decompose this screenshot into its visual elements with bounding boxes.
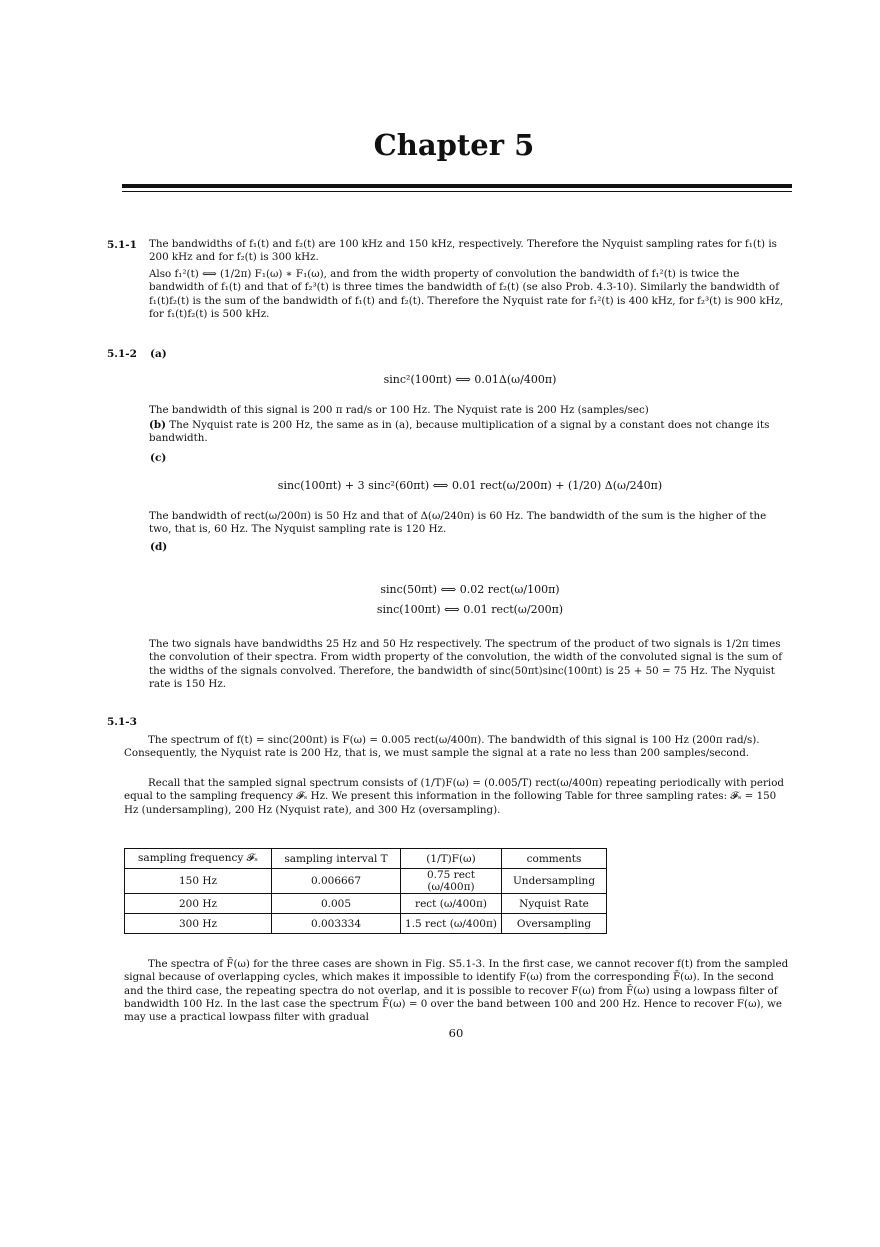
part-a-text: The bandwidth of this signal is 200 π rad/s or 100 Hz. The Nyquist rate is 200 Hz (samples/sec) [149, 404, 649, 416]
title-rule-thick [122, 184, 792, 188]
table-cell: 300 Hz [125, 914, 272, 934]
part-b-paragraph [149, 419, 791, 446]
part-a-label: (a) [150, 348, 167, 360]
problem-5-1-1-line2: Also f₁²(t) ⟺ (1/2π) F₁(ω) ∗ F₁(ω), and from the width property of convolution the bandwidth of f₁²(t) is twice the bandwidth of f₁(t) and that of f₂³(t) is three times the bandwidth of f₂(t) (se also Prob. 4.3-10). Similarly the bandwidth of f₁(t)f₂(t) is the sum of the bandwidth of f₁(t) and f₂(t). Therefore the Nyquist rate for f₁²(t) is 400 kHz, for f₂³(t) is 900 kHz, for f₁(t)f₂(t) is 500 kHz. [149, 268, 784, 320]
chapter-title: Chapter 5 [373, 128, 535, 162]
problem-5-1-3-para3: The spectra of F̄(ω) for the three cases are shown in Fig. S5.1-3. In the first case, we cannot recover f(t) from the sampled signal because of overlapping cycles, which makes it impossible to identify F(ω) from the corresponding F̄(ω). In the second and the third case, the repeating spectra do not overlap, and it is possible to recover F(ω) from F̄(ω) using a lowpass filter of bandwidth 100 Hz. In the last case the spectrum F̄(ω) = 0 over the band between 100 and 200 Hz. Hence to recover F(ω), we may use a practical lowpass filter with gradual [124, 958, 789, 1024]
equation-c: sinc(100πt) + 3 sinc²(60πt) ⟺ 0.01 rect(ω/200π) + (1/20) Δ(ω/240π) [277, 479, 663, 492]
equation-d2: sinc(100πt) ⟺ 0.01 rect(ω/200π) [376, 603, 564, 616]
table-cell: Undersampling [502, 869, 607, 894]
title-rule-thin [122, 191, 792, 192]
table-cell: Nyquist Rate [502, 894, 607, 914]
table-header-row [125, 849, 607, 869]
table-cell: 1.5 rect (ω/400π) [401, 914, 502, 934]
problem-5-1-3-para1: The spectrum of f(t) = sinc(200πt) is F(ω) = 0.005 rect(ω/400π). The bandwidth of this signal is 100 Hz (200π rad/s). Consequently, the Nyquist rate is 200 Hz, that is, we must sample the signal at a rate no less than 200 samples/second. [124, 734, 760, 760]
table-cell: Oversampling [502, 914, 607, 934]
page-number: 60 [448, 1026, 464, 1040]
table-cell: 150 Hz [125, 869, 272, 894]
problem-5-1-1-line1: The bandwidths of f₁(t) and f₂(t) are 100 kHz and 150 kHz, respectively. Therefore the Nyquist sampling rates for f₁(t) is 200 kHz and for f₂(t) is 300 kHz. [149, 238, 777, 264]
table-cell: rect (ω/400π) [401, 894, 502, 914]
table-cell: 200 Hz [125, 894, 272, 914]
problem-5-1-3-para2: Recall that the sampled signal spectrum consists of (1/T)F(ω) = (0.005/T) rect(ω/400π) repeating periodically with period equal to the sampling frequency 𝓕ₛ Hz. We present this information in the following Table for three sampling rates: 𝓕ₛ = 150 Hz (undersampling), 200 Hz (Nyquist rate), and 300 Hz (oversampling). [124, 777, 784, 816]
part-d-label: (d) [150, 541, 168, 553]
sampling-table [124, 848, 607, 934]
table-cell: 0.005 [272, 894, 401, 914]
equation-a: sinc²(100πt) ⟺ 0.01Δ(ω/400π) [383, 373, 557, 386]
table-header: sampling interval T [272, 849, 401, 869]
problem-label-5-1-1: 5.1-1 [107, 239, 137, 251]
part-b-label: (b) [149, 419, 166, 431]
table-header: (1/T)F(ω) [401, 849, 502, 869]
part-c-label: (c) [150, 452, 167, 464]
table-header: comments [502, 849, 607, 869]
table-cell: 0.003334 [272, 914, 401, 934]
table-row [125, 894, 607, 914]
problem-label-5-1-3: 5.1-3 [107, 716, 137, 728]
part-c-text: The bandwidth of rect(ω/200π) is 50 Hz and that of Δ(ω/240π) is 60 Hz. The bandwidth of the sum is the higher of the two, that is, 60 Hz. The Nyquist sampling rate is 120 Hz. [149, 510, 767, 536]
table-cell: 0.006667 [272, 869, 401, 894]
table-header: sampling frequency 𝓕ₛ [125, 849, 272, 869]
problem-label-5-1-2: 5.1-2 [107, 348, 137, 360]
equation-d1: sinc(50πt) ⟺ 0.02 rect(ω/100π) [380, 583, 560, 596]
table-row [125, 869, 607, 894]
part-b-text: The Nyquist rate is 200 Hz, the same as in (a), because multiplication of a signal by a constant does not change its bandwidth. [149, 419, 770, 445]
table-cell: 0.75 rect (ω/400π) [401, 869, 502, 894]
part-d-text: The two signals have bandwidths 25 Hz and 50 Hz respectively. The spectrum of the product of two signals is 1/2π times the convolution of their spectra. From width property of the convolution, the width of the convoluted signal is the sum of the widths of the signals convolved. Therefore, the bandwidth of sinc(50πt)sinc(100πt) is 25 + 50 = 75 Hz. The Nyquist rate is 150 Hz. [149, 638, 783, 690]
table-row [125, 914, 607, 934]
